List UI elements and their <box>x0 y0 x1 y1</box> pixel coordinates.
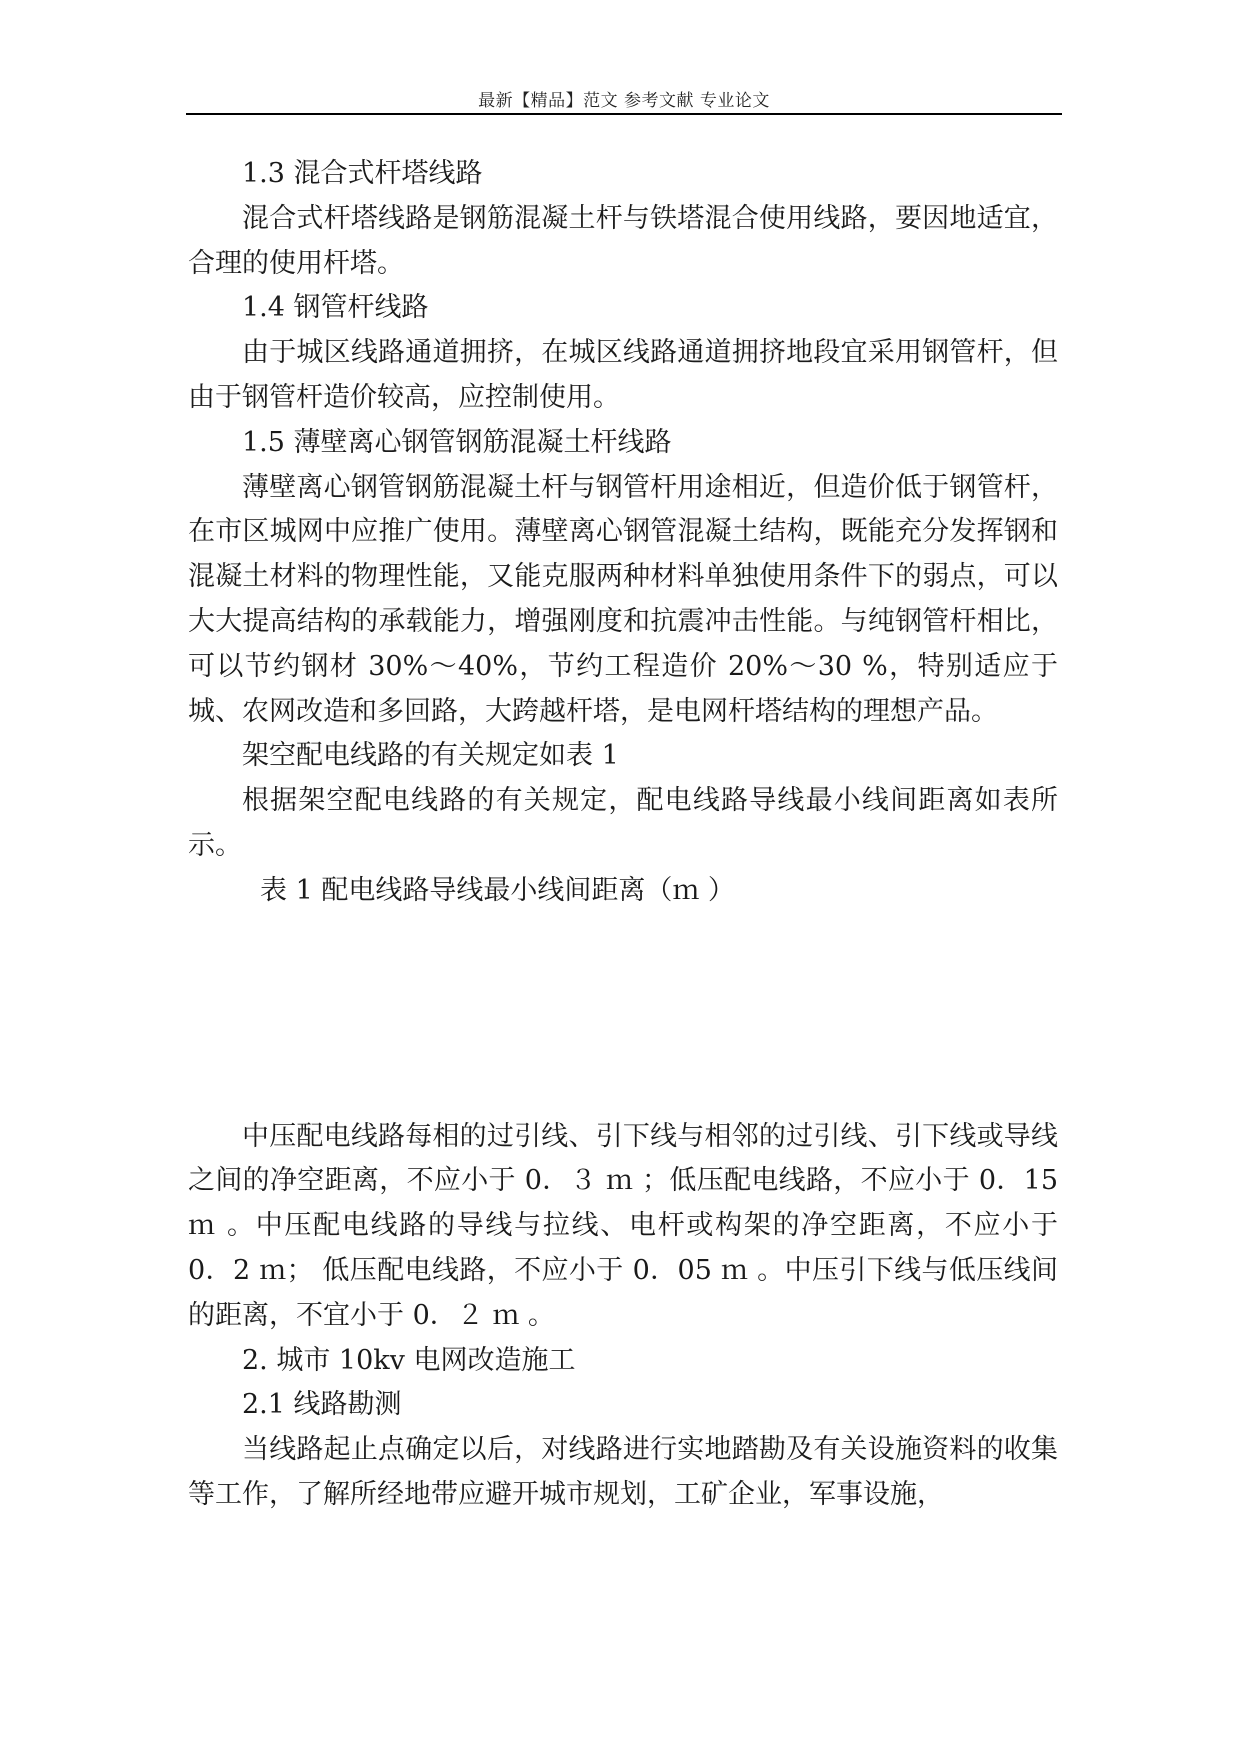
section-1-5-paragraph: 薄壁离心钢管钢筋混凝土杆与钢管杆用途相近，但造价低于钢管杆，在市区城网中应推广使用。薄壁离心钢管混凝土结构，既能充分发挥钢和混凝土材料的物理性能，又能克服两种材料单独使用条件下的弱点，可以大大提高结构的承载能力，增强刚度和抗震冲击性能。与纯钢管杆相比，可以节约钢材 30%～40%，节约工程造价 20%～30 %，特别适应于城、农网改造和多回路，大跨越杆塔，是电网杆塔结构的理想产品。 <box>188 471 1058 727</box>
section-2-heading: 2. 城市 10kv 电网改造施工 <box>242 1344 576 1376</box>
header-divider <box>186 113 1062 115</box>
table-caption: 表 1 配电线路导线最小线间距离（ｍ ） <box>260 874 735 906</box>
clearance-paragraph: 中压配电线路每相的过引线、引下线与相邻的过引线、引下线或导线之间的净空距离，不应小于 0．３ ｍ ；低压配电线路，不应小于 0．15 ｍ 。中压配电线路的导线与拉线、电杆或构架的净空距离，不应小于 0．2 ｍ； 低压配电线路，不应小于 0．05 ｍ 。中压引下线与低压线间的距离，不宜小于 0．２ ｍ 。 <box>188 1120 1058 1331</box>
document-body <box>188 152 1058 1518</box>
table-placeholder <box>188 914 1058 1115</box>
regulation-intro: 架空配电线路的有关规定如表 1 <box>242 740 619 772</box>
page-header: 最新【精品】范文 参考文献 专业论文 <box>478 91 770 111</box>
section-2-1-paragraph: 当线路起止点确定以后，对线路进行实地踏勘及有关设施资料的收集等工作，了解所经地带应避开城市规划，工矿企业，军事设施， <box>188 1434 1058 1510</box>
section-1-4-paragraph: 由于城区线路通道拥挤，在城区线路通道拥挤地段宜采用钢管杆，但由于钢管杆造价较高，应控制使用。 <box>188 337 1058 413</box>
regulation-paragraph: 根据架空配电线路的有关规定，配电线路导线最小线间距离如表所示。 <box>188 785 1058 861</box>
section-1-3-paragraph: 混合式杆塔线路是钢筋混凝土杆与铁塔混合使用线路，要因地适宜，合理的使用杆塔。 <box>188 202 1058 279</box>
section-1-5-heading: 1.5 薄壁离心钢管钢筋混凝土杆线路 <box>242 426 672 458</box>
section-2-1-heading: 2.1 线路勘测 <box>242 1389 402 1421</box>
section-1-3-heading: 1.3 混合式杆塔线路 <box>242 158 483 189</box>
section-1-4-heading: 1.4 钢管杆线路 <box>242 292 429 324</box>
